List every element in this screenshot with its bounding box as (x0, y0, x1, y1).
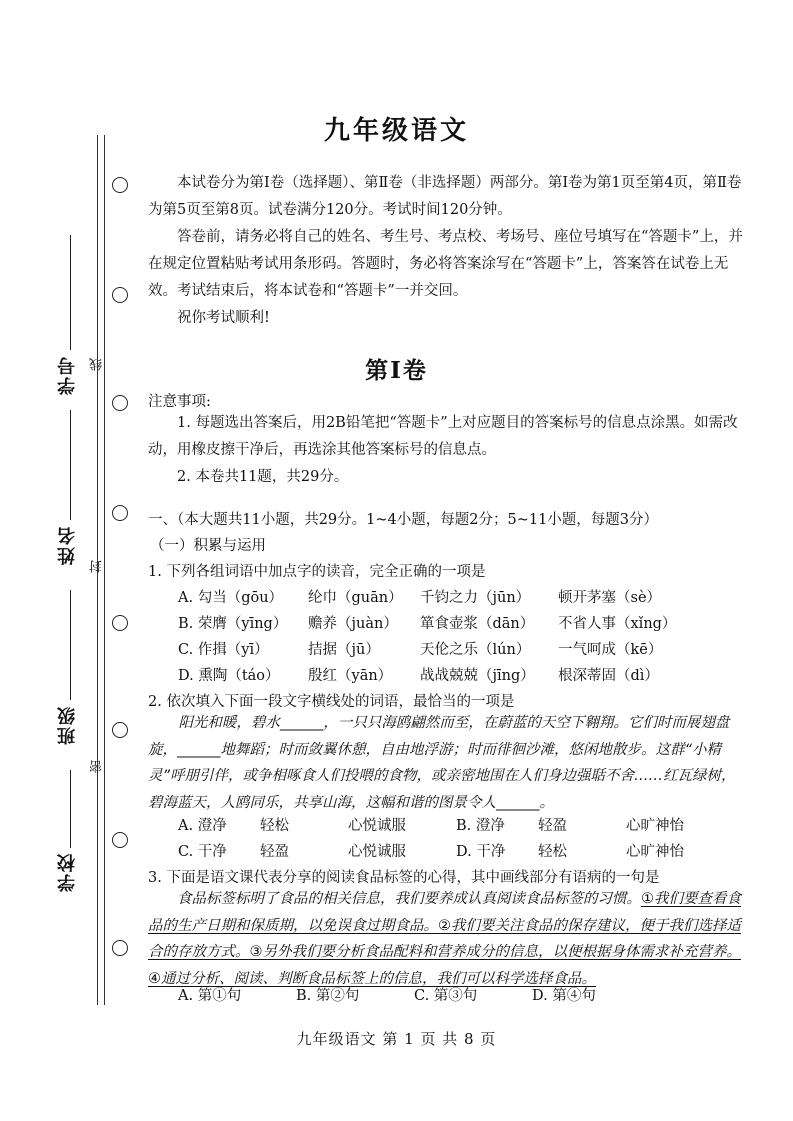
option-cell: C. 干净 (178, 844, 227, 860)
option-cell: 轻盈 (538, 818, 567, 834)
class-label: 班级 (57, 705, 78, 745)
question-2-stem: 2. 依次填入下面一段文字横线处的词语，最恰当的一项是 (148, 694, 515, 710)
question-2-passage: 阳光和暖，碧水______，一只只海鸥翩然而至，在蔚蓝的天空下翱翔。它们时而展翅盘旋，______地舞蹈；时而敛翼休憩，自由地浮游；时而徘徊沙滩，悠闲地散步。这群“小精灵”呼朋引伴，或争相啄食人们投喂的食物，或亲密地围在人们身边强聒不舍……红瓦绿树，碧海蓝天，人鸥同乐，共享山海，这幅和谐的图景令人______。 (148, 715, 736, 811)
seal-secret-char: 密 (90, 760, 105, 773)
page-footer: 九年级语文 第 1 页 共 8 页 (296, 1030, 497, 1048)
binding-hole-icon (112, 505, 128, 521)
notice-item-1: 1. 每题选出答案后，用2B铅笔把“答题卡”上对应题目的答案标号的信息点涂黑。如需改动，用橡皮擦干净后，再选涂其他答案标号的信息点。 (148, 415, 738, 458)
option-cell: 一气呵成（kē） (558, 642, 663, 658)
student-id-label: 学号 (57, 355, 78, 395)
intro-wish: 祝你考试顺利! (177, 310, 270, 326)
option-cell: B. 荣膺（yīng） (178, 616, 288, 632)
binding-hole-icon (112, 177, 128, 193)
option-cell: D. 干净 (456, 844, 506, 860)
binding-hole-icon (112, 832, 128, 848)
notice-item-2: 2. 本卷共11题，共29分。 (177, 469, 349, 485)
question-1-stem: 1. 下列各组词语中加点字的读音，完全正确的一项是 (148, 564, 486, 580)
option-cell: A. 勾当（gōu） (178, 590, 284, 606)
option-row[interactable] (178, 638, 718, 664)
section-title: 第Ⅰ卷 (365, 357, 428, 384)
notice-title: 注意事项: (148, 394, 211, 410)
option-a[interactable]: A. 第①句 (178, 988, 242, 1004)
option-cell: 战战兢兢（jīng） (420, 668, 535, 684)
class-blank[interactable] (70, 590, 71, 700)
question-3-lead: 食品标签标明了食品的相关信息，我们要养成认真阅读食品标签的习惯。 (177, 891, 641, 907)
question-3-underlined-text: ①我们要查看食品的生产日期和保质期，以免误食过期食品。②我们要关注食品的保存建议，便于我们选择适合的存放方式。③另外我们要分析食品配料和营养成分的信息，以便根据身体需求补充营养。④通过分析、阅读、判断食品标签上的信息，我们可以科学选择食品。 (148, 891, 741, 987)
option-row[interactable] (178, 664, 718, 690)
option-row[interactable] (178, 814, 734, 840)
option-cell: 箪食壶浆（dān） (420, 616, 535, 632)
option-row[interactable] (178, 586, 718, 612)
option-cell: B. 澄净 (456, 818, 505, 834)
seal-line-char: 线 (90, 358, 105, 371)
intro-paragraph-1: 本试卷分为第Ⅰ卷（选择题）、第Ⅱ卷（非选择题）两部分。第Ⅰ卷为第1页至第4页，第Ⅱ卷为第5页至第8页。试卷满分120分。考试时间120分钟。 (148, 175, 742, 218)
question-3-passage (148, 886, 748, 992)
option-cell: 心旷神怡 (626, 844, 684, 860)
option-cell: 心旷神怡 (626, 818, 684, 834)
exam-title: 九年级语文 (323, 116, 469, 146)
option-cell: 根深蒂固（dì） (558, 668, 659, 684)
option-cell: C. 作揖（yī） (178, 642, 269, 658)
option-cell: 不省人事（xǐng） (558, 616, 677, 632)
binding-hole-icon (112, 722, 128, 738)
option-cell: 轻松 (260, 818, 289, 834)
option-cell: 纶巾（guān） (308, 590, 403, 606)
option-d[interactable]: D. 第④句 (532, 988, 596, 1004)
question-1-options (178, 586, 718, 690)
option-cell: D. 熏陶（táo） (178, 668, 280, 684)
binding-hole-icon (112, 395, 128, 411)
option-row[interactable] (178, 612, 718, 638)
question-3-options (178, 984, 650, 1005)
binding-hole-icon (112, 615, 128, 631)
option-cell: 殷红（yān） (308, 668, 393, 684)
question-2-options (178, 814, 734, 866)
binding-hole-icon (112, 940, 128, 956)
option-cell: A. 澄净 (178, 818, 227, 834)
binding-hole-icon (112, 287, 128, 303)
option-cell: 赡养（juàn） (308, 616, 398, 632)
student-id-blank[interactable] (70, 235, 71, 350)
name-label: 姓名 (57, 525, 78, 565)
part-heading: 一、（本大题共11小题，共29分。1~4小题，每题2分；5~11小题，每题3分） (148, 512, 659, 528)
option-row[interactable] (178, 840, 734, 866)
option-cell: 拮据（jū） (308, 642, 380, 658)
option-cell: 千钧之力（jūn） (420, 590, 531, 606)
intro-paragraph-2: 答卷前，请务必将自己的姓名、考生号、考点校、考场号、座位号填写在“答题卡”上，并在规定位置粘贴考试用条形码。答题时，务必将答案涂写在“答题卡”上，答案答在试卷上无效。考试结束后，将本试卷和“答题卡”一并交回。 (148, 229, 743, 299)
seal-seal-char: 封 (90, 560, 105, 573)
option-b[interactable]: B. 第②句 (296, 988, 360, 1004)
school-label: 学校 (57, 852, 78, 892)
question-3-stem: 3. 下面是语文课代表分享的阅读食品标签的心得，其中画线部分有语病的一句是 (148, 870, 660, 886)
option-cell: 天伦之乐（lún） (420, 642, 531, 658)
option-c[interactable]: C. 第③句 (414, 988, 478, 1004)
name-blank[interactable] (70, 410, 71, 520)
option-cell: 顿开茅塞（sè） (558, 590, 662, 606)
sub-heading: （一）积累与运用 (150, 538, 266, 554)
option-cell: 轻松 (538, 844, 567, 860)
school-blank[interactable] (70, 770, 71, 848)
option-cell: 心悦诚服 (348, 844, 406, 860)
option-cell: 心悦诚服 (348, 818, 406, 834)
option-cell: 轻盈 (260, 844, 289, 860)
